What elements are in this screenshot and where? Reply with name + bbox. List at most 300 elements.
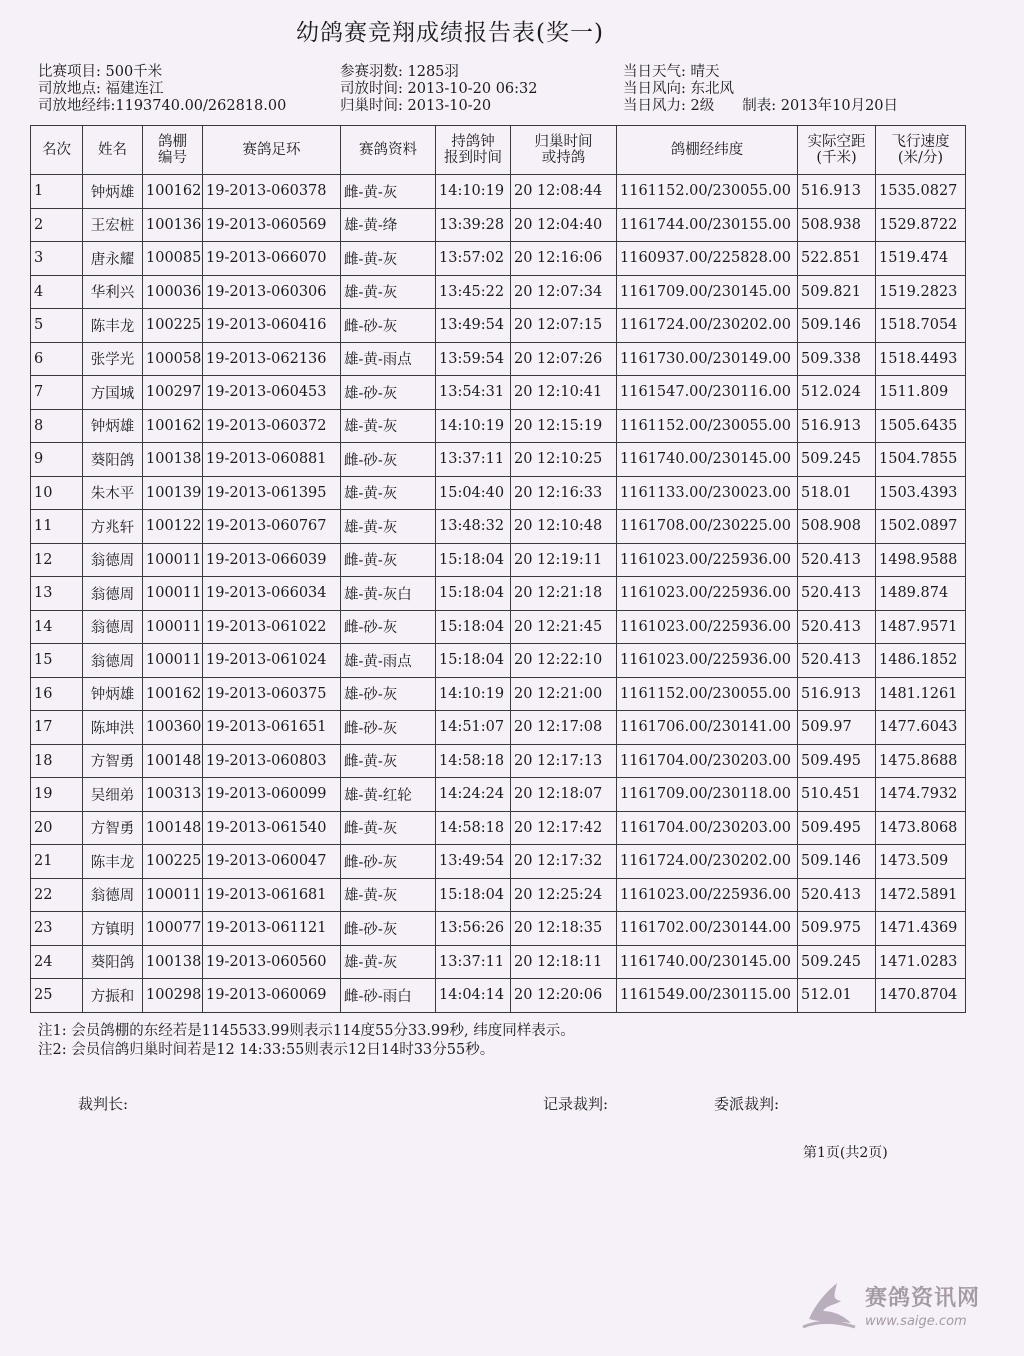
- table-cell: 雄-黄-红轮: [341, 778, 436, 812]
- table-body: [31, 175, 966, 1013]
- table-cell: 100162: [143, 677, 203, 711]
- table-row: [31, 744, 966, 778]
- table-date: 制表: 2013年10月20日: [742, 98, 899, 114]
- table-cell: 509.97: [798, 711, 876, 745]
- table-cell: 1481.1261: [876, 677, 966, 711]
- table-cell: 100162: [143, 175, 203, 209]
- table-cell: 516.913: [798, 409, 876, 443]
- watermark: [797, 1275, 980, 1335]
- table-cell: 雌-黄-灰: [341, 744, 436, 778]
- table-cell: 20 12:16:06: [511, 242, 617, 276]
- chief-referee-label: 裁判长:: [78, 1095, 129, 1113]
- table-cell: 1474.7932: [876, 778, 966, 812]
- table-row: [31, 811, 966, 845]
- table-cell: 1161730.00/230149.00: [617, 342, 798, 376]
- table-cell: 雄-黄-灰: [341, 409, 436, 443]
- table-cell: 9: [31, 443, 83, 477]
- table-cell: 20 12:10:48: [511, 510, 617, 544]
- table-cell: 20 12:18:07: [511, 778, 617, 812]
- entry-count: 参赛羽数: 1285羽: [340, 64, 459, 80]
- results-table: [30, 125, 966, 1013]
- table-cell: 19-2013-060375: [203, 677, 341, 711]
- table-cell: 雌-砂-灰: [341, 610, 436, 644]
- table-cell: 14:58:18: [436, 811, 511, 845]
- table-cell: 1161709.00/230118.00: [617, 778, 798, 812]
- table-cell: 1161133.00/230023.00: [617, 476, 798, 510]
- table-cell: 15:18:04: [436, 543, 511, 577]
- table-cell: 13:49:54: [436, 845, 511, 879]
- page-indicator: 第1页(共2页): [803, 1145, 888, 1161]
- table-cell: 18: [31, 744, 83, 778]
- table-cell: 100011: [143, 577, 203, 611]
- column-header: 持鸽钟 报到时间: [436, 126, 511, 175]
- table-cell: 雌-砂-灰: [341, 443, 436, 477]
- table-cell: 509.245: [798, 443, 876, 477]
- table-row: [31, 242, 966, 276]
- table-cell: 20 12:18:35: [511, 912, 617, 946]
- table-cell: 1473.8068: [876, 811, 966, 845]
- table-cell: 13:56:26: [436, 912, 511, 946]
- table-cell: 19-2013-062136: [203, 342, 341, 376]
- table-cell: 雄-黄-雨点: [341, 644, 436, 678]
- table-cell: 方镇明: [83, 912, 143, 946]
- table-cell: 20 12:20:06: [511, 979, 617, 1013]
- table-cell: 100058: [143, 342, 203, 376]
- table-cell: 100225: [143, 309, 203, 343]
- table-cell: 方国城: [83, 376, 143, 410]
- footnotes: [38, 1022, 575, 1060]
- table-cell: 张学光: [83, 342, 143, 376]
- table-cell: 19-2013-060416: [203, 309, 341, 343]
- table-cell: 1161740.00/230145.00: [617, 443, 798, 477]
- table-cell: 19-2013-060569: [203, 208, 341, 242]
- table-row: [31, 845, 966, 879]
- table-cell: 100139: [143, 476, 203, 510]
- table-cell: 19-2013-066070: [203, 242, 341, 276]
- table-cell: 1161704.00/230203.00: [617, 744, 798, 778]
- table-cell: 19-2013-061022: [203, 610, 341, 644]
- table-cell: 1502.0897: [876, 510, 966, 544]
- table-cell: 1161152.00/230055.00: [617, 409, 798, 443]
- table-cell: 8: [31, 409, 83, 443]
- table-cell: 翁德周: [83, 644, 143, 678]
- table-cell: 19-2013-060453: [203, 376, 341, 410]
- table-cell: 520.413: [798, 610, 876, 644]
- table-cell: 1489.874: [876, 577, 966, 611]
- table-row: [31, 677, 966, 711]
- table-cell: 方兆轩: [83, 510, 143, 544]
- table-cell: 100085: [143, 242, 203, 276]
- table-cell: 1470.8704: [876, 979, 966, 1013]
- table-cell: 516.913: [798, 175, 876, 209]
- table-cell: 唐永耀: [83, 242, 143, 276]
- table-cell: 20 12:21:18: [511, 577, 617, 611]
- table-cell: 雄-黄-灰白: [341, 577, 436, 611]
- table-row: [31, 476, 966, 510]
- column-header: 名次: [31, 126, 83, 175]
- table-cell: 20 12:17:42: [511, 811, 617, 845]
- table-cell: 钟炳雄: [83, 677, 143, 711]
- table-row: [31, 208, 966, 242]
- wind-force-row: [623, 98, 898, 115]
- table-cell: 19-2013-060047: [203, 845, 341, 879]
- table-cell: 翁德周: [83, 610, 143, 644]
- table-cell: 10: [31, 476, 83, 510]
- table-cell: 100297: [143, 376, 203, 410]
- table-cell: 1477.6043: [876, 711, 966, 745]
- table-cell: 1535.0827: [876, 175, 966, 209]
- table-cell: 方振和: [83, 979, 143, 1013]
- table-cell: 13:45:22: [436, 275, 511, 309]
- table-cell: 17: [31, 711, 83, 745]
- table-cell: 1161709.00/230145.00: [617, 275, 798, 309]
- table-cell: 雌-黄-灰: [341, 543, 436, 577]
- table-cell: 方智勇: [83, 744, 143, 778]
- table-cell: 20 12:10:41: [511, 376, 617, 410]
- table-cell: 雄-黄-灰: [341, 945, 436, 979]
- column-header: 鸽棚 编号: [143, 126, 203, 175]
- table-cell: 520.413: [798, 878, 876, 912]
- table-cell: 510.451: [798, 778, 876, 812]
- race-event: 比赛项目: 500千米: [38, 64, 163, 80]
- table-cell: 1161740.00/230145.00: [617, 945, 798, 979]
- table-cell: 翁德周: [83, 543, 143, 577]
- table-cell: 1161023.00/225936.00: [617, 610, 798, 644]
- table-cell: 朱木平: [83, 476, 143, 510]
- table-cell: 翁德周: [83, 878, 143, 912]
- table-cell: 1161152.00/230055.00: [617, 677, 798, 711]
- table-cell: 雌-砂-灰: [341, 845, 436, 879]
- table-row: [31, 912, 966, 946]
- table-cell: 1472.5891: [876, 878, 966, 912]
- table-cell: 1473.509: [876, 845, 966, 879]
- table-cell: 23: [31, 912, 83, 946]
- table-cell: 1161023.00/225936.00: [617, 644, 798, 678]
- table-row: [31, 878, 966, 912]
- report-title: 幼鸽赛竞翔成绩报告表(奖一): [296, 20, 604, 46]
- table-cell: 15:18:04: [436, 878, 511, 912]
- table-cell: 19-2013-060767: [203, 510, 341, 544]
- table-cell: 1161724.00/230202.00: [617, 845, 798, 879]
- table-cell: 雄-砂-灰: [341, 376, 436, 410]
- pigeon-logo-icon: [797, 1275, 859, 1335]
- wind-direction: 当日风向: 东北风: [623, 81, 734, 97]
- table-cell: 14:10:19: [436, 175, 511, 209]
- race-info-middle: [340, 64, 538, 115]
- race-info-left: [38, 64, 286, 115]
- table-cell: 19-2013-061024: [203, 644, 341, 678]
- table-cell: 15:18:04: [436, 644, 511, 678]
- table-cell: 509.975: [798, 912, 876, 946]
- table-cell: 翁德周: [83, 577, 143, 611]
- table-cell: 19-2013-060803: [203, 744, 341, 778]
- table-cell: 1161023.00/225936.00: [617, 878, 798, 912]
- table-cell: 100148: [143, 811, 203, 845]
- table-cell: 19-2013-066034: [203, 577, 341, 611]
- table-cell: 雌-黄-灰: [341, 242, 436, 276]
- table-cell: 3: [31, 242, 83, 276]
- table-row: [31, 979, 966, 1013]
- table-row: [31, 275, 966, 309]
- table-cell: 20 12:10:25: [511, 443, 617, 477]
- table-cell: 100162: [143, 409, 203, 443]
- table-cell: 陈坤洪: [83, 711, 143, 745]
- table-cell: 520.413: [798, 577, 876, 611]
- table-cell: 15:18:04: [436, 610, 511, 644]
- table-cell: 雄-黄-雨点: [341, 342, 436, 376]
- table-cell: 509.338: [798, 342, 876, 376]
- table-cell: 11: [31, 510, 83, 544]
- table-cell: 100036: [143, 275, 203, 309]
- table-cell: 13:57:02: [436, 242, 511, 276]
- table-cell: 19-2013-061540: [203, 811, 341, 845]
- table-cell: 13:49:54: [436, 309, 511, 343]
- watermark-site-name: 赛鸽资讯网: [864, 1286, 980, 1311]
- table-cell: 15: [31, 644, 83, 678]
- table-cell: 1161704.00/230203.00: [617, 811, 798, 845]
- table-cell: 21: [31, 845, 83, 879]
- column-header: 赛鸽资料: [341, 126, 436, 175]
- table-cell: 100011: [143, 878, 203, 912]
- table-cell: 7: [31, 376, 83, 410]
- column-header: 飞行速度 (米/分): [876, 126, 966, 175]
- table-cell: 雌-砂-雨白: [341, 979, 436, 1013]
- table-cell: 王宏桩: [83, 208, 143, 242]
- table-cell: 20 12:17:13: [511, 744, 617, 778]
- table-cell: 518.01: [798, 476, 876, 510]
- table-cell: 14:58:18: [436, 744, 511, 778]
- release-location: 司放地点: 福建连江: [38, 81, 164, 97]
- table-cell: 520.413: [798, 644, 876, 678]
- table-cell: 14:51:07: [436, 711, 511, 745]
- footnote-2: 注2: 会员信鸽归巢时间若是12 14:33:55则表示12日14时33分55秒。: [38, 1042, 495, 1058]
- table-cell: 14:04:14: [436, 979, 511, 1013]
- table-cell: 1487.9571: [876, 610, 966, 644]
- table-cell: 1471.4369: [876, 912, 966, 946]
- table-cell: 1161708.00/230225.00: [617, 510, 798, 544]
- table-cell: 100298: [143, 979, 203, 1013]
- table-cell: 508.938: [798, 208, 876, 242]
- race-info-right: [623, 64, 898, 115]
- table-cell: 葵阳鸽: [83, 945, 143, 979]
- table-row: [31, 644, 966, 678]
- table-cell: 100122: [143, 510, 203, 544]
- table-cell: 4: [31, 275, 83, 309]
- table-cell: 1471.0283: [876, 945, 966, 979]
- table-cell: 1511.809: [876, 376, 966, 410]
- table-cell: 吴细弟: [83, 778, 143, 812]
- table-cell: 陈丰龙: [83, 845, 143, 879]
- table-cell: 20 12:07:34: [511, 275, 617, 309]
- table-cell: 雄-黄-灰: [341, 510, 436, 544]
- table-cell: 12: [31, 543, 83, 577]
- table-cell: 1161023.00/225936.00: [617, 543, 798, 577]
- table-cell: 13:37:11: [436, 443, 511, 477]
- table-cell: 19-2013-061395: [203, 476, 341, 510]
- table-cell: 陈丰龙: [83, 309, 143, 343]
- table-cell: 100138: [143, 945, 203, 979]
- table-cell: 1486.1852: [876, 644, 966, 678]
- table-cell: 20 12:17:32: [511, 845, 617, 879]
- table-row: [31, 342, 966, 376]
- table-cell: 19-2013-061651: [203, 711, 341, 745]
- table-row: [31, 175, 966, 209]
- table-cell: 100011: [143, 543, 203, 577]
- table-cell: 20 12:21:45: [511, 610, 617, 644]
- table-cell: 14:10:19: [436, 409, 511, 443]
- table-cell: 方智勇: [83, 811, 143, 845]
- table-cell: 100313: [143, 778, 203, 812]
- table-cell: 100148: [143, 744, 203, 778]
- table-cell: 20 12:21:00: [511, 677, 617, 711]
- table-cell: 1161724.00/230202.00: [617, 309, 798, 343]
- table-cell: 雌-砂-灰: [341, 711, 436, 745]
- table-cell: 100225: [143, 845, 203, 879]
- table-cell: 1161702.00/230144.00: [617, 912, 798, 946]
- table-cell: 1161547.00/230116.00: [617, 376, 798, 410]
- table-cell: 5: [31, 309, 83, 343]
- column-header: 赛鸽足环: [203, 126, 341, 175]
- table-cell: 20 12:18:11: [511, 945, 617, 979]
- table-cell: 雌-砂-灰: [341, 912, 436, 946]
- table-cell: 19-2013-060099: [203, 778, 341, 812]
- table-cell: 钟炳雄: [83, 409, 143, 443]
- recording-referee-label: 记录裁判:: [543, 1095, 609, 1113]
- watermark-url: www.saige.com: [864, 1314, 967, 1329]
- table-cell: 100138: [143, 443, 203, 477]
- table-row: [31, 510, 966, 544]
- table-cell: 20 12:16:33: [511, 476, 617, 510]
- table-cell: 516.913: [798, 677, 876, 711]
- table-cell: 509.495: [798, 811, 876, 845]
- table-row: [31, 409, 966, 443]
- table-cell: 华利兴: [83, 275, 143, 309]
- wind-force: 当日风力: 2级: [623, 98, 715, 114]
- table-cell: 1: [31, 175, 83, 209]
- table-cell: 1518.7054: [876, 309, 966, 343]
- release-time: 司放时间: 2013-10-20 06:32: [340, 81, 538, 97]
- table-cell: 雄-黄-灰: [341, 476, 436, 510]
- table-cell: 20 12:17:08: [511, 711, 617, 745]
- table-cell: 24: [31, 945, 83, 979]
- table-cell: 25: [31, 979, 83, 1013]
- column-header: 姓名: [83, 126, 143, 175]
- column-header: 归巢时间 或持鸽: [511, 126, 617, 175]
- table-cell: 19-2013-060881: [203, 443, 341, 477]
- table-header-row: [31, 126, 966, 175]
- table-cell: 19-2013-060372: [203, 409, 341, 443]
- table-row: [31, 945, 966, 979]
- table-cell: 100136: [143, 208, 203, 242]
- footnote-1: 注1: 会员鸽棚的东经若是1145533.99则表示114度55分33.99秒, 纬度同样表示。: [38, 1023, 575, 1039]
- table-cell: 1161023.00/225936.00: [617, 577, 798, 611]
- table-cell: 14:24:24: [436, 778, 511, 812]
- table-row: [31, 309, 966, 343]
- table-cell: 100077: [143, 912, 203, 946]
- table-cell: 508.908: [798, 510, 876, 544]
- table-cell: 13:59:54: [436, 342, 511, 376]
- table-cell: 520.413: [798, 543, 876, 577]
- table-row: [31, 443, 966, 477]
- table-cell: 522.851: [798, 242, 876, 276]
- table-cell: 19-2013-061121: [203, 912, 341, 946]
- table-cell: 1505.6435: [876, 409, 966, 443]
- table-cell: 19-2013-060069: [203, 979, 341, 1013]
- table-cell: 1160937.00/225828.00: [617, 242, 798, 276]
- table-cell: 雌-黄-灰: [341, 811, 436, 845]
- table-cell: 509.146: [798, 309, 876, 343]
- table-cell: 100011: [143, 644, 203, 678]
- table-cell: 1475.8688: [876, 744, 966, 778]
- table-row: [31, 711, 966, 745]
- table-cell: 509.146: [798, 845, 876, 879]
- table-cell: 14: [31, 610, 83, 644]
- table-cell: 雌-砂-灰: [341, 309, 436, 343]
- table-cell: 15:04:40: [436, 476, 511, 510]
- watermark-text-block: [865, 1281, 980, 1329]
- table-cell: 13:54:31: [436, 376, 511, 410]
- table-cell: 2: [31, 208, 83, 242]
- table-cell: 13:39:28: [436, 208, 511, 242]
- table-row: [31, 543, 966, 577]
- table-row: [31, 778, 966, 812]
- table-cell: 雄-砂-灰: [341, 677, 436, 711]
- table-cell: 1519.2823: [876, 275, 966, 309]
- table-cell: 512.024: [798, 376, 876, 410]
- column-header: 鸽棚经纬度: [617, 126, 798, 175]
- table-cell: 509.821: [798, 275, 876, 309]
- table-cell: 19-2013-060306: [203, 275, 341, 309]
- table-cell: 1504.7855: [876, 443, 966, 477]
- table-cell: 20 12:08:44: [511, 175, 617, 209]
- table-cell: 22: [31, 878, 83, 912]
- table-cell: 20 12:07:15: [511, 309, 617, 343]
- table-cell: 14:10:19: [436, 677, 511, 711]
- table-cell: 1503.4393: [876, 476, 966, 510]
- homing-date: 归巢时间: 2013-10-20: [340, 98, 492, 114]
- table-cell: 20 12:15:19: [511, 409, 617, 443]
- table-cell: 1161549.00/230115.00: [617, 979, 798, 1013]
- table-cell: 1161706.00/230141.00: [617, 711, 798, 745]
- table-cell: 19-2013-060560: [203, 945, 341, 979]
- table-cell: 100360: [143, 711, 203, 745]
- table-cell: 钟炳雄: [83, 175, 143, 209]
- table-cell: 雌-黄-灰: [341, 175, 436, 209]
- column-header: 实际空距 (千米): [798, 126, 876, 175]
- table-cell: 1161744.00/230155.00: [617, 208, 798, 242]
- table-cell: 19-2013-060378: [203, 175, 341, 209]
- weather: 当日天气: 晴天: [623, 64, 720, 80]
- table-cell: 1529.8722: [876, 208, 966, 242]
- table-cell: 葵阳鸽: [83, 443, 143, 477]
- table-cell: 15:18:04: [436, 577, 511, 611]
- assigned-referee-label: 委派裁判:: [714, 1095, 780, 1113]
- table-cell: 13:48:32: [436, 510, 511, 544]
- table-cell: 1518.4493: [876, 342, 966, 376]
- table-cell: 20: [31, 811, 83, 845]
- table-cell: 19-2013-061681: [203, 878, 341, 912]
- table-cell: 20 12:07:26: [511, 342, 617, 376]
- table-cell: 19-2013-066039: [203, 543, 341, 577]
- table-cell: 13: [31, 577, 83, 611]
- table-cell: 509.495: [798, 744, 876, 778]
- table-cell: 512.01: [798, 979, 876, 1013]
- release-coordinates: 司放地经纬:1193740.00/262818.00: [38, 98, 287, 114]
- table-row: [31, 577, 966, 611]
- table-cell: 20 12:25:24: [511, 878, 617, 912]
- table-cell: 20 12:04:40: [511, 208, 617, 242]
- table-row: [31, 610, 966, 644]
